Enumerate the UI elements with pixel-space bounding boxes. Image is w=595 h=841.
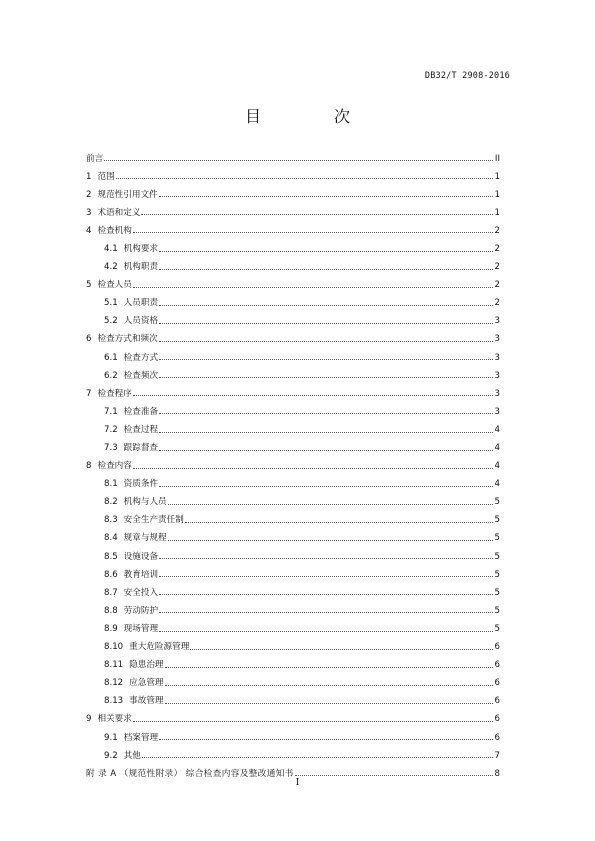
toc-entry-text: 前言 bbox=[86, 153, 104, 164]
dot-leader bbox=[165, 685, 493, 686]
dot-leader bbox=[159, 413, 493, 414]
toc-entry-number: 8.2 bbox=[104, 497, 118, 508]
toc-entry[interactable] bbox=[86, 380, 500, 398]
dot-leader bbox=[159, 196, 493, 197]
toc-entry-label bbox=[104, 263, 158, 272]
toc-entry[interactable] bbox=[86, 254, 500, 272]
toc-entry-text: 机构要求 bbox=[123, 243, 159, 254]
toc-entry[interactable] bbox=[86, 561, 500, 579]
toc-entry-text: 人员资格 bbox=[123, 316, 159, 327]
toc-entry-number: 8.5 bbox=[104, 551, 118, 562]
toc-entry-page: 3 bbox=[494, 334, 500, 345]
dot-leader bbox=[133, 232, 493, 233]
toc-entry-label bbox=[104, 643, 189, 652]
toc-entry-label bbox=[104, 426, 158, 435]
toc-entry-text: 检查内容 bbox=[97, 461, 132, 472]
toc-entry-page: 5 bbox=[494, 569, 500, 580]
toc-entry-label bbox=[104, 354, 158, 363]
toc-entry-number: 7 bbox=[86, 388, 92, 399]
toc-entry-page: 6 bbox=[494, 696, 500, 707]
toc-entry[interactable] bbox=[86, 507, 500, 525]
toc-entry-number: 1 bbox=[86, 171, 92, 182]
toc-entry-label bbox=[86, 462, 132, 471]
toc-entry-number: 8.10 bbox=[104, 642, 124, 653]
toc-entry[interactable] bbox=[86, 163, 500, 181]
toc-entry-number: 5.1 bbox=[104, 298, 118, 309]
toc-entry-page: 2 bbox=[494, 243, 500, 254]
dot-leader bbox=[295, 775, 493, 776]
toc-entry-label bbox=[104, 679, 164, 688]
toc-entry-number: 9 bbox=[86, 714, 92, 725]
toc-entry-label bbox=[104, 661, 164, 670]
toc-entry-text: 术语和定义 bbox=[97, 207, 141, 218]
toc-entry-label bbox=[86, 173, 115, 182]
toc-entry-text: 事故管理 bbox=[129, 696, 164, 707]
dot-leader bbox=[159, 612, 493, 613]
toc-entry-text: 检查准备 bbox=[123, 406, 159, 417]
toc-entry-text: 检查频次 bbox=[123, 370, 159, 381]
toc-entry-page: 1 bbox=[494, 207, 500, 218]
toc-entry[interactable] bbox=[86, 344, 500, 362]
toc-entry-text: 机构职责 bbox=[123, 262, 159, 273]
toc-entry-number: 9.2 bbox=[104, 750, 118, 761]
toc-entry[interactable] bbox=[86, 217, 500, 235]
toc-entry-page: 2 bbox=[494, 280, 500, 291]
dot-leader bbox=[159, 739, 493, 740]
dot-leader bbox=[159, 269, 493, 270]
toc-entry[interactable] bbox=[86, 181, 500, 199]
dot-leader bbox=[168, 540, 493, 541]
toc-entry-page: 3 bbox=[494, 388, 500, 399]
toc-entry-text: 检查程序 bbox=[97, 388, 132, 399]
toc-entry-page: 2 bbox=[494, 225, 500, 236]
toc-entry[interactable] bbox=[86, 634, 500, 652]
toc-entry-text: 跟踪督查 bbox=[123, 443, 159, 453]
toc-entry[interactable] bbox=[86, 308, 500, 326]
toc-entry-page: 6 bbox=[494, 678, 500, 689]
toc-entry[interactable] bbox=[86, 760, 500, 778]
toc-entry-text: 相关要求 bbox=[97, 714, 132, 725]
page-number: I bbox=[295, 778, 300, 788]
toc-entry-number: 8.11 bbox=[104, 660, 124, 671]
dot-leader bbox=[133, 287, 493, 288]
toc-entry-page: 6 bbox=[494, 660, 500, 671]
toc-entry-label bbox=[86, 770, 294, 779]
toc-entry[interactable] bbox=[86, 326, 500, 344]
toc-entry-number: 7.1 bbox=[104, 406, 118, 417]
toc-entry-label bbox=[86, 209, 140, 218]
toc-entry[interactable] bbox=[86, 597, 500, 615]
dot-leader bbox=[133, 468, 493, 469]
toc-entry-text: 应急管理 bbox=[129, 678, 164, 689]
dot-leader bbox=[142, 757, 493, 758]
toc-entry-label bbox=[86, 390, 132, 399]
toc-entry[interactable] bbox=[86, 416, 500, 434]
toc-entry-label bbox=[104, 317, 158, 326]
dot-leader bbox=[159, 377, 493, 378]
toc-entry-label bbox=[104, 571, 158, 580]
toc-entry-page: 2 bbox=[494, 262, 500, 273]
toc-entry-text: 其他 bbox=[123, 750, 141, 761]
toc-entry-label bbox=[86, 335, 158, 344]
toc-entry-text: 教育培训 bbox=[123, 569, 159, 580]
toc-entry-text: 劳动防护 bbox=[123, 605, 159, 616]
toc-entry-number: 3 bbox=[86, 207, 92, 218]
toc-entry[interactable] bbox=[86, 398, 500, 416]
toc-entry-page: 5 bbox=[494, 587, 500, 598]
toc-entry[interactable] bbox=[86, 742, 500, 760]
toc-entry[interactable] bbox=[86, 453, 500, 471]
toc-entry-text: 设施设备 bbox=[123, 551, 159, 562]
toc-entry[interactable] bbox=[86, 145, 500, 163]
toc-entry-label bbox=[104, 589, 158, 598]
toc-entry-page: 5 bbox=[494, 515, 500, 526]
toc-entry-label bbox=[104, 498, 167, 507]
toc-entry-label bbox=[104, 752, 141, 761]
toc-entry[interactable] bbox=[86, 688, 500, 706]
toc-entry-number: 6 bbox=[86, 334, 92, 345]
toc-entry-label bbox=[86, 715, 132, 724]
toc-entry-number: 7.2 bbox=[104, 424, 118, 435]
dot-leader bbox=[159, 305, 493, 306]
toc-entry-text: 人员职责 bbox=[123, 298, 159, 309]
toc-entry-number: 5 bbox=[86, 280, 92, 291]
toc-entry-page: 3 bbox=[494, 316, 500, 327]
dot-leader bbox=[159, 576, 493, 577]
toc-entry[interactable] bbox=[86, 235, 500, 253]
toc-entry[interactable] bbox=[86, 525, 500, 543]
dot-leader bbox=[159, 251, 493, 252]
toc-entry-text: 检查方式和频次 bbox=[97, 334, 158, 345]
toc-entry-number: 6.2 bbox=[104, 370, 118, 381]
toc-entry-page: 4 bbox=[494, 443, 500, 453]
dot-leader bbox=[165, 703, 493, 704]
toc-entry-label bbox=[104, 245, 158, 254]
dot-leader bbox=[141, 214, 493, 215]
toc-entry-text: 检查机构 bbox=[97, 225, 132, 236]
dot-leader bbox=[159, 341, 493, 342]
toc-entry-page: 1 bbox=[494, 171, 500, 182]
toc-entry-label bbox=[104, 625, 158, 634]
toc-entry[interactable] bbox=[86, 543, 500, 561]
toc-entry[interactable] bbox=[86, 362, 500, 380]
toc-entry[interactable] bbox=[86, 435, 500, 453]
dot-leader bbox=[116, 178, 493, 179]
toc-entry-label bbox=[104, 444, 158, 453]
toc-entry-page: 7 bbox=[494, 750, 500, 761]
table-of-contents bbox=[86, 145, 500, 778]
toc-entry-page: 3 bbox=[494, 406, 500, 417]
toc-entry-page: 6 bbox=[494, 714, 500, 725]
toc-entry-label bbox=[104, 299, 158, 308]
toc-entry-page: 4 bbox=[494, 461, 500, 472]
toc-entry-number: 8.7 bbox=[104, 587, 118, 598]
toc-entry-page: 3 bbox=[494, 352, 500, 363]
dot-leader bbox=[159, 432, 493, 433]
dot-leader bbox=[159, 558, 493, 559]
toc-entry-text: 范围 bbox=[97, 171, 115, 182]
toc-entry[interactable] bbox=[86, 706, 500, 724]
toc-entry-text: 附 录 A （规范性附录） 综合检查内容及整改通知书 bbox=[86, 768, 294, 779]
toc-entry-text: 检查过程 bbox=[123, 424, 159, 435]
toc-entry-text: 重大危险源管理 bbox=[129, 642, 190, 653]
dot-leader bbox=[168, 504, 493, 505]
toc-entry-label bbox=[86, 281, 132, 290]
toc-entry-number: 7.3 bbox=[104, 443, 118, 453]
dot-leader bbox=[190, 649, 493, 650]
toc-entry[interactable] bbox=[86, 199, 500, 217]
toc-entry-number: 8.1 bbox=[104, 479, 118, 490]
toc-entry-number: 8.12 bbox=[104, 678, 124, 689]
toc-entry-text: 资质条件 bbox=[123, 479, 159, 490]
toc-entry-number: 4.1 bbox=[104, 243, 118, 254]
dot-leader bbox=[165, 667, 493, 668]
toc-entry[interactable] bbox=[86, 724, 500, 742]
toc-entry-label bbox=[104, 553, 158, 562]
toc-entry-label bbox=[104, 516, 184, 525]
toc-entry-label bbox=[104, 534, 167, 543]
toc-entry-label bbox=[86, 191, 158, 200]
toc-entry-page: 3 bbox=[494, 370, 500, 381]
dot-leader bbox=[159, 323, 493, 324]
toc-entry-number: 6.1 bbox=[104, 352, 118, 363]
document-code: DB32/T 2908-2016 bbox=[424, 71, 510, 81]
toc-entry-page: 1 bbox=[494, 189, 500, 200]
toc-entry-label bbox=[104, 697, 164, 706]
toc-entry-number: 2 bbox=[86, 189, 92, 200]
toc-entry-label bbox=[104, 480, 158, 489]
toc-entry-page: 8 bbox=[494, 768, 500, 779]
toc-entry-label bbox=[104, 408, 158, 417]
toc-entry-number: 5.2 bbox=[104, 316, 118, 327]
toc-entry[interactable] bbox=[86, 670, 500, 688]
toc-entry-number: 8.13 bbox=[104, 696, 124, 707]
toc-entry-number: 9.1 bbox=[104, 732, 118, 743]
toc-entry-label bbox=[86, 155, 103, 164]
toc-entry[interactable] bbox=[86, 471, 500, 489]
toc-entry-page: 5 bbox=[494, 497, 500, 508]
toc-entry-text: 安全投入 bbox=[123, 587, 159, 598]
dot-leader bbox=[159, 594, 493, 595]
toc-entry[interactable] bbox=[86, 489, 500, 507]
toc-entry-page: 2 bbox=[494, 298, 500, 309]
dot-leader bbox=[159, 486, 493, 487]
toc-entry-number: 8.6 bbox=[104, 569, 118, 580]
dot-leader bbox=[185, 522, 493, 523]
toc-entry-page: 5 bbox=[494, 605, 500, 616]
dot-leader bbox=[159, 359, 493, 360]
toc-entry-label bbox=[104, 372, 158, 381]
toc-entry-number: 4.2 bbox=[104, 262, 118, 273]
toc-entry-number: 8.9 bbox=[104, 623, 118, 634]
toc-entry-number: 8.4 bbox=[104, 533, 118, 544]
toc-entry[interactable] bbox=[86, 615, 500, 633]
dot-leader bbox=[104, 160, 493, 161]
toc-entry-text: 现场管理 bbox=[123, 623, 159, 634]
toc-entry-number: 8 bbox=[86, 461, 92, 472]
toc-entry[interactable] bbox=[86, 652, 500, 670]
toc-entry-page: II bbox=[494, 153, 500, 164]
toc-entry-page: 4 bbox=[494, 424, 500, 435]
dot-leader bbox=[133, 395, 493, 396]
toc-entry-text: 安全生产责任制 bbox=[123, 515, 184, 526]
page-title: 目 次 bbox=[244, 107, 385, 126]
toc-entry-label bbox=[104, 607, 158, 616]
dot-leader bbox=[133, 721, 493, 722]
toc-entry-text: 检查方式 bbox=[123, 352, 159, 363]
toc-entry-number: 4 bbox=[86, 225, 92, 236]
toc-entry-text: 隐患治理 bbox=[129, 660, 164, 671]
toc-entry-text: 规章与规程 bbox=[123, 533, 167, 544]
toc-entry-page: 6 bbox=[494, 732, 500, 743]
toc-entry-text: 规范性引用文件 bbox=[97, 189, 158, 200]
toc-entry-label bbox=[86, 227, 132, 236]
toc-entry-page: 5 bbox=[494, 533, 500, 544]
toc-entry-page: 6 bbox=[494, 642, 500, 653]
toc-entry-number: 8.8 bbox=[104, 605, 118, 616]
toc-entry[interactable] bbox=[86, 290, 500, 308]
toc-entry-page: 5 bbox=[494, 551, 500, 562]
toc-entry-text: 档案管理 bbox=[123, 732, 159, 743]
toc-entry-text: 机构与人员 bbox=[123, 497, 167, 508]
dot-leader bbox=[159, 450, 493, 451]
toc-entry-label bbox=[104, 734, 158, 743]
toc-entry[interactable] bbox=[86, 272, 500, 290]
toc-entry[interactable] bbox=[86, 579, 500, 597]
toc-entry-text: 检查人员 bbox=[97, 280, 132, 291]
toc-entry-page: 5 bbox=[494, 623, 500, 634]
toc-entry-number: 8.3 bbox=[104, 515, 118, 526]
dot-leader bbox=[159, 631, 493, 632]
toc-entry-page: 4 bbox=[494, 479, 500, 490]
